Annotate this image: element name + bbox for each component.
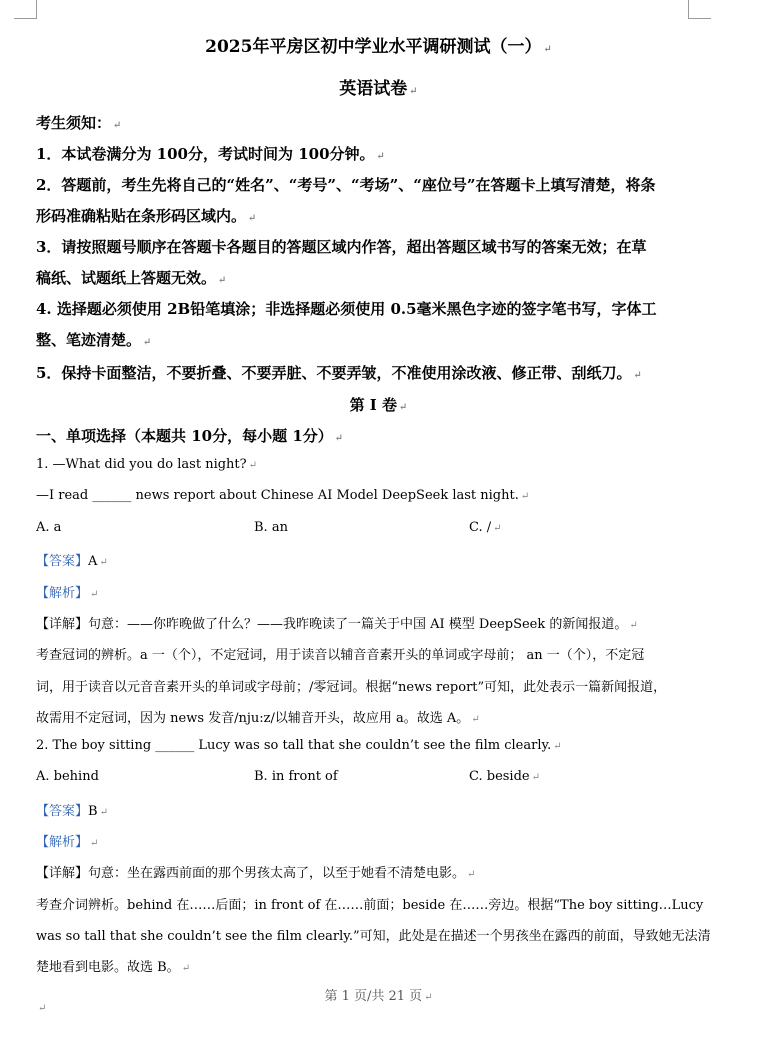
analysis-tag: 【解析】	[36, 586, 89, 601]
notice-heading: 考生须知： ↵	[36, 114, 122, 132]
paragraph-mark-icon: ↵	[38, 1003, 47, 1014]
detail-line: 【详解】句意：坐在露西前面的那个男孩太高了，以至于她看不清楚电影。 ↵	[36, 866, 476, 881]
explanation-line: 考查介词辨析。behind 在……后面；in front of 在……前面；beside 在……旁边。根据“The boy sitting…Lucy	[36, 898, 704, 913]
option-b: B. in front of	[254, 769, 338, 784]
paragraph-mark-icon: ↵	[424, 992, 433, 1003]
crop-mark-top-right	[688, 0, 711, 19]
notice-line: 形码准确粘贴在条形码区域内。 ↵	[36, 207, 257, 225]
answer-tag: 【答案】	[36, 804, 89, 819]
explanation-line: 故需用不定冠词，因为 news 发音/nju:z/以辅音开头，故应用 a。故选 A。 ↵	[36, 711, 480, 726]
detail-tag: 【详解】	[36, 617, 89, 632]
paragraph-mark-icon: ↵	[531, 772, 540, 783]
paragraph-mark-icon: ↵	[99, 807, 108, 818]
option-a: A. a	[36, 520, 62, 535]
paragraph-mark-icon: ↵	[181, 963, 191, 974]
explanation-line: was so tall that she couldn’t see the film clearly.”可知，此处是在描述一个男孩坐在露西的前面，导致她无法清	[36, 929, 711, 944]
paragraph-mark-icon: ↵	[218, 275, 227, 286]
crop-mark-top-left	[14, 0, 37, 19]
paragraph-mark-icon: ↵	[467, 869, 476, 880]
paragraph-mark-icon: ↵	[629, 620, 638, 631]
paragraph-mark-icon: ↵	[543, 44, 552, 55]
notice-line: 3．请按照题号顺序在答题卡各题目的答题区域内作答，超出答题区域书写的答案无效；在草	[36, 238, 647, 256]
page-footer: 第 1 页/共 21 页 ↵	[324, 989, 433, 1004]
paragraph-mark-icon: ↵	[633, 370, 642, 381]
paragraph-mark-icon: ↵	[113, 120, 122, 131]
option-a: A. behind	[36, 769, 99, 784]
detail-tag: 【详解】	[36, 866, 89, 881]
explanation-line: 考查冠词的辨析。a 一（个），不定冠词，用于读音以辅音音素开头的单词或字母前； an 一（个），不定冠	[36, 648, 645, 663]
explanation-line: 楚地看到电影。故选 B。 ↵	[36, 960, 191, 975]
paragraph-mark-icon: ↵	[471, 714, 480, 725]
notice-line: 2．答题前，考生先将自己的“姓名”、“考号”、“考场”、“座位号”在答题卡上填写清楚，将条	[36, 176, 656, 194]
paragraph-mark-icon: ↵	[399, 402, 408, 413]
answer-tag: 【答案】	[36, 554, 89, 569]
volume-heading: 第 I 卷 ↵	[349, 396, 408, 414]
paragraph-mark-icon: ↵	[409, 86, 418, 97]
question-2-line: 2. The boy sitting ______ Lucy was so tall that she couldn’t see the film clearly. ↵	[36, 738, 562, 753]
explanation-line: 词，用于读音以元音音素开头的单词或字母前；/零冠词。根据“news report”可知，此处表示一篇新闻报道，	[36, 680, 667, 695]
analysis-line	[36, 582, 737, 601]
notice-line: 1．本试卷满分为 100分，考试时间为 100分钟。 ↵	[36, 145, 385, 163]
notice-line: 5．保持卡面整洁，不要折叠、不要弄脏、不要弄皱，不准使用涂改液、修正带、刮纸刀。 ↵	[36, 364, 642, 382]
analysis-tag: 【解析】	[36, 835, 89, 850]
question-1-line: 1. —What did you do last night? ↵	[36, 457, 258, 472]
answer-line: 【答案】A ↵	[36, 554, 108, 569]
option-c: C. beside ↵	[469, 769, 540, 784]
paragraph-mark-icon: ↵	[99, 557, 108, 568]
section-heading: 一、单项选择（本题共 10分，每小题 1分） ↵	[36, 427, 344, 445]
option-c: C. / ↵	[469, 520, 502, 535]
option-b: B. an	[254, 520, 288, 535]
analysis-line	[36, 831, 737, 850]
paragraph-mark-icon: ↵	[248, 460, 258, 471]
notice-line: 4. 选择题必须使用 2B铅笔填涂；非选择题必须使用 0.5毫米黑色字迹的签字笔书写，字体工	[36, 300, 657, 318]
notice-line: 整、笔迹清楚。 ↵	[36, 331, 152, 349]
exam-title: 2025年平房区初中学业水平调研测试（一） ↵	[205, 37, 552, 57]
question-1-line: —I read ______ news report about Chinese AI Model DeepSeek last night. ↵	[36, 488, 530, 503]
paragraph-mark-icon: ↵	[493, 523, 502, 534]
trailing-paragraph	[36, 1000, 737, 1015]
detail-line: 【详解】句意：——你昨晚做了什么？——我昨晚读了一篇关于中国 AI 模型 DeepSeek 的新闻报道。 ↵	[36, 617, 638, 632]
paragraph-mark-icon: ↵	[90, 589, 99, 600]
exam-subtitle: 英语试卷 ↵	[339, 79, 418, 99]
paragraph-mark-icon: ↵	[90, 838, 99, 849]
paragraph-mark-icon: ↵	[376, 151, 385, 162]
paragraph-mark-icon: ↵	[248, 213, 257, 224]
paragraph-mark-icon: ↵	[520, 491, 530, 502]
answer-line: 【答案】B ↵	[36, 804, 108, 819]
paragraph-mark-icon: ↵	[143, 337, 152, 348]
notice-line: 稿纸、试题纸上答题无效。 ↵	[36, 269, 227, 287]
paragraph-mark-icon: ↵	[334, 433, 344, 444]
paragraph-mark-icon: ↵	[553, 741, 562, 752]
